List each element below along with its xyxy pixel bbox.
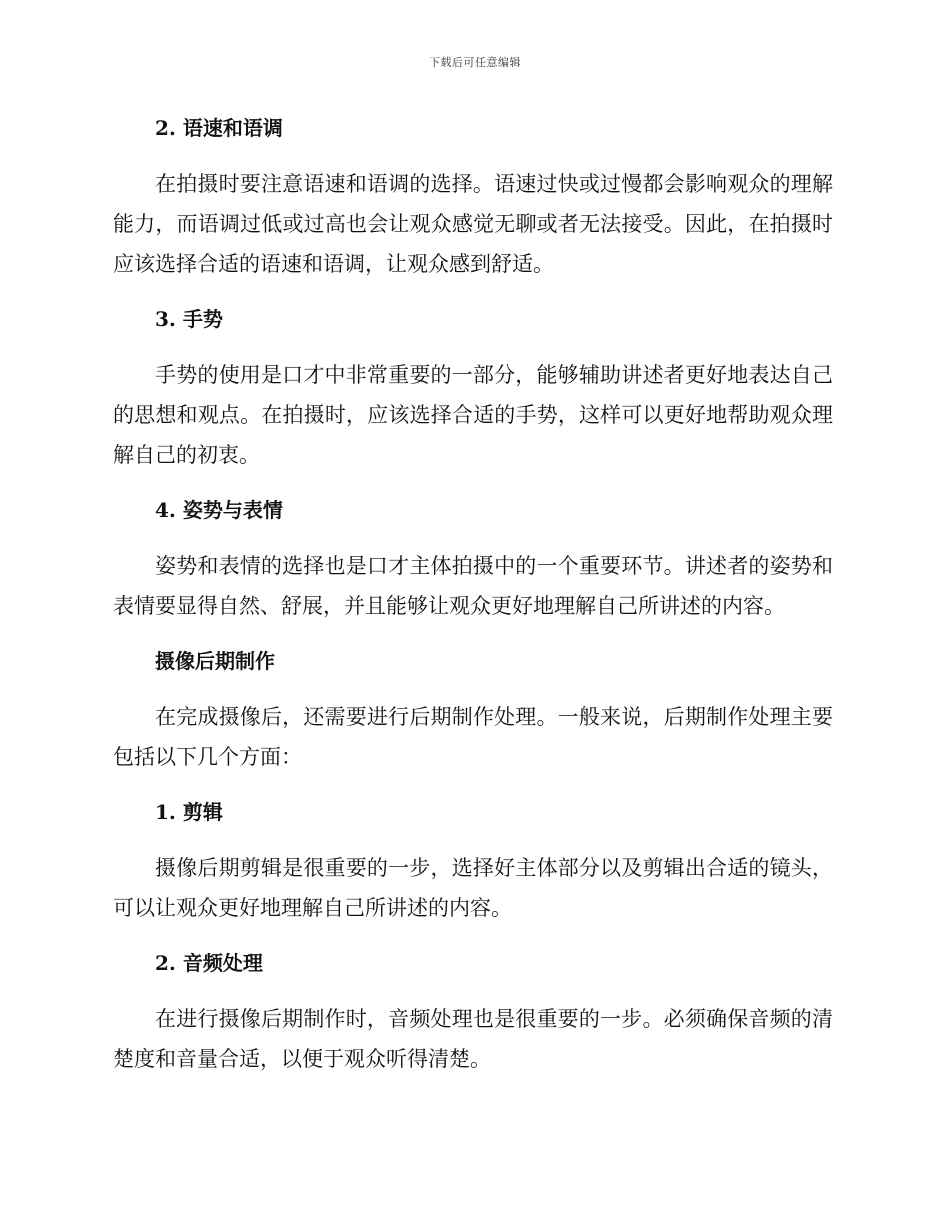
- section-heading-post-production: 摄像后期制作: [155, 649, 275, 673]
- section-heading-speech-rate: 2. 语速和语调: [155, 116, 283, 140]
- section-paragraph-post-production: 在完成摄像后，还需要进行后期制作处理。一般来说，后期制作处理主要包括以下几个方面：: [113, 705, 833, 769]
- document-body: [113, 108, 833, 1079]
- section-paragraph-posture: 姿势和表情的选择也是口才主体拍摄中的一个重要环节。讲述者的姿势和表情要显得自然、舒展，并且能够让观众更好地理解自己所讲述的内容。: [113, 554, 833, 618]
- section-paragraph-editing: 摄像后期剪辑是很重要的一步，选择好主体部分以及剪辑出合适的镜头，可以让观众更好地理解自己所讲述的内容。: [113, 856, 833, 920]
- section-paragraph-gesture: 手势的使用是口才中非常重要的一部分，能够辅助讲述者更好地表达自己的思想和观点。在拍摄时，应该选择合适的手势，这样可以更好地帮助观众理解自己的初衷。: [113, 363, 833, 467]
- section-paragraph-speech-rate: 在拍摄时要注意语速和语调的选择。语速过快或过慢都会影响观众的理解能力，而语调过低或过高也会让观众感觉无聊或者无法接受。因此，在拍摄时应该选择合适的语速和语调，让观众感到舒适。: [113, 172, 833, 276]
- section-heading-editing: 1. 剪辑: [155, 800, 223, 824]
- section-paragraph-audio: 在进行摄像后期制作时，音频处理也是很重要的一步。必须确保音频的清楚度和音量合适，以便于观众听得清楚。: [113, 1007, 833, 1071]
- page-header: 下载后可任意编辑: [429, 56, 521, 69]
- section-heading-audio: 2. 音频处理: [155, 951, 263, 975]
- section-heading-posture: 4. 姿势与表情: [155, 498, 283, 522]
- section-heading-gesture: 3. 手势: [155, 307, 223, 331]
